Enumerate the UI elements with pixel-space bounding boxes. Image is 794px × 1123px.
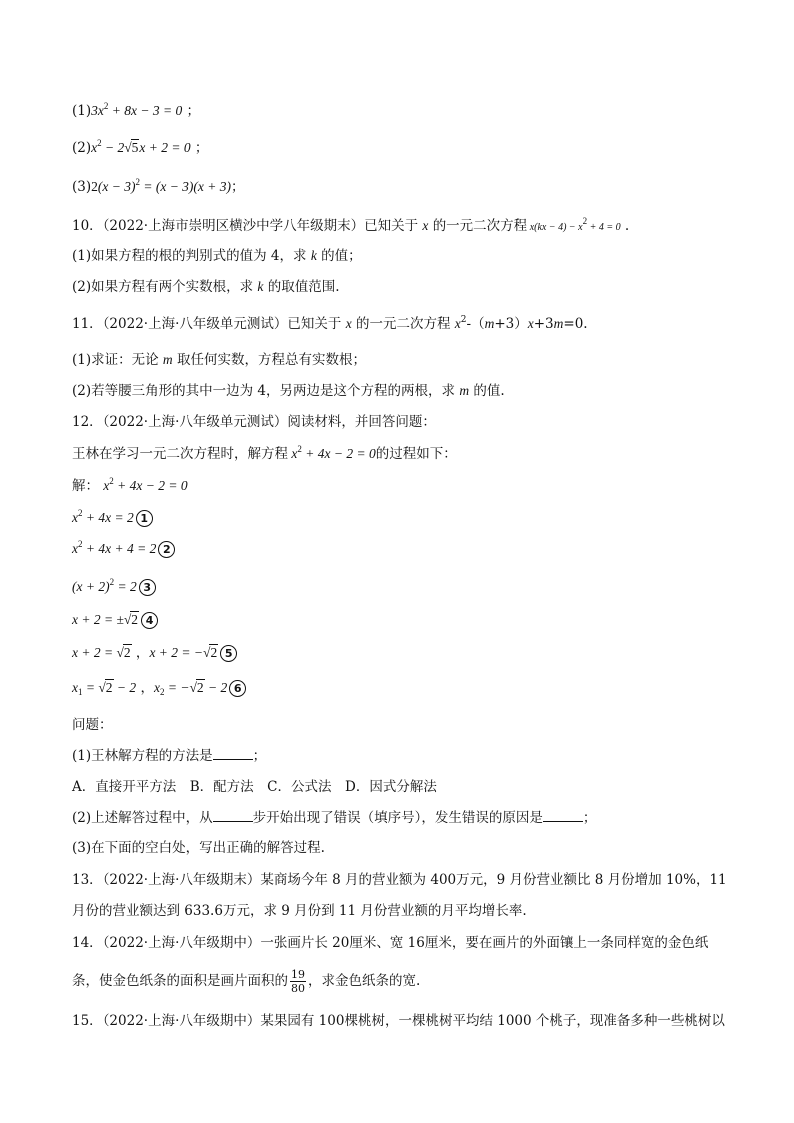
question-13-line-2: 月份的营业额达到 633.6万元，求 9 月份到 11 月份营业额的月平均增长率. [72, 903, 527, 919]
solution-step-4: x + 2 = ±√2 4 [72, 610, 158, 630]
question-14-line-2: 条，使金色纸条的面积是画片面积的 $\frac{19}{80}$ ，求金色纸条的宽. [72, 968, 421, 995]
answer-blank[interactable] [213, 745, 253, 760]
question-10-part-2: (2)如果方程有两个实数根，求 k 的取值范围. [72, 279, 340, 295]
question-12-options: A．直接开平方法 B．配方法 C．公式法 D．因式分解法 [72, 779, 437, 795]
equation-3: $(3)2(x - 3)^2 = (x - 3)(x + 3)$； [72, 177, 245, 195]
question-12-part-3: (3)在下面的空白处，写出正确的解答过程. [72, 840, 325, 856]
question-11: 11．（2022·上海·八年级单元测试）已知关于 x 的一元二次方程 $x^2-(m+3)x+3m=0$. [72, 315, 588, 332]
equation-1: $(1)3x^2 + 8x - 3 = 0$ ； [72, 101, 201, 119]
answer-blank[interactable] [213, 807, 253, 822]
solution-step-2: $x^2 + 4x + 4 = 2$ 2 [72, 539, 175, 559]
question-12-part-1: (1)王林解方程的方法是 ； [72, 745, 266, 766]
question-10-part-1: (1)如果方程的根的判别式的值为 4，求 k 的值； [72, 248, 362, 264]
question-11-part-2: (2)若等腰三角形的其中一边为 4，另两边是这个方程的两根，求 m 的值. [72, 383, 505, 399]
question-14: 14．（2022·上海·八年级期中）一张画片长 20厘米、宽 16厘米，要在画片的外面镶上一条同样宽的金色纸 [72, 935, 709, 951]
solution-start: 解： $x^2 + 4x - 2 = 0$ [72, 476, 188, 494]
question-13: 13．（2022·上海·八年级期末）某商场今年 8 月的营业额为 400万元，9 月份营业额比 8 月份增加 10%，11 [72, 872, 727, 888]
question-12-intro: 王林在学习一元二次方程时，解方程 $x^2 + 4x - 2 = 0$的过程如下： [72, 444, 457, 462]
answer-blank[interactable] [543, 807, 583, 822]
solution-step-1: $x^2 + 4x = 2$ 1 [72, 508, 153, 528]
equation-2: $(2)x^2 - 2√5x + 2 = 0$ ； [72, 138, 209, 156]
solution-step-3: $(x + 2)^2 = 2$ 3 [72, 577, 156, 597]
question-10: 10．（2022·上海市崇明区横沙中学八年级期末）已知关于 x 的一元二次方程 $x(kx - 4) - x^2 + 4 = 0$ . [72, 216, 630, 234]
question-label: 问题： [72, 717, 113, 733]
question-12: 12．（2022·上海·八年级单元测试）阅读材料，并回答问题： [72, 414, 436, 430]
question-11-part-1: (1)求证：无论 m 取任何实数，方程总有实数根； [72, 352, 366, 368]
question-12-part-2: (2)上述解答过程中，从 步开始出现了错误（填序号），发生错误的原因是 ； [72, 807, 596, 828]
solution-step-6: $x_1 = √2 - 2$ ，$x_2 = -√2 - 2$ 6 [72, 678, 246, 698]
solution-step-5: x + 2 = √2 ，x + 2 = −√2 5 [72, 643, 237, 663]
fraction: $\frac{19}{80}$ [291, 968, 305, 995]
question-15: 15．（2022·上海·八年级期中）某果园有 100棵桃树，一棵桃树平均结 1000 个桃子，现准备多种一些桃树以 [72, 1013, 725, 1029]
